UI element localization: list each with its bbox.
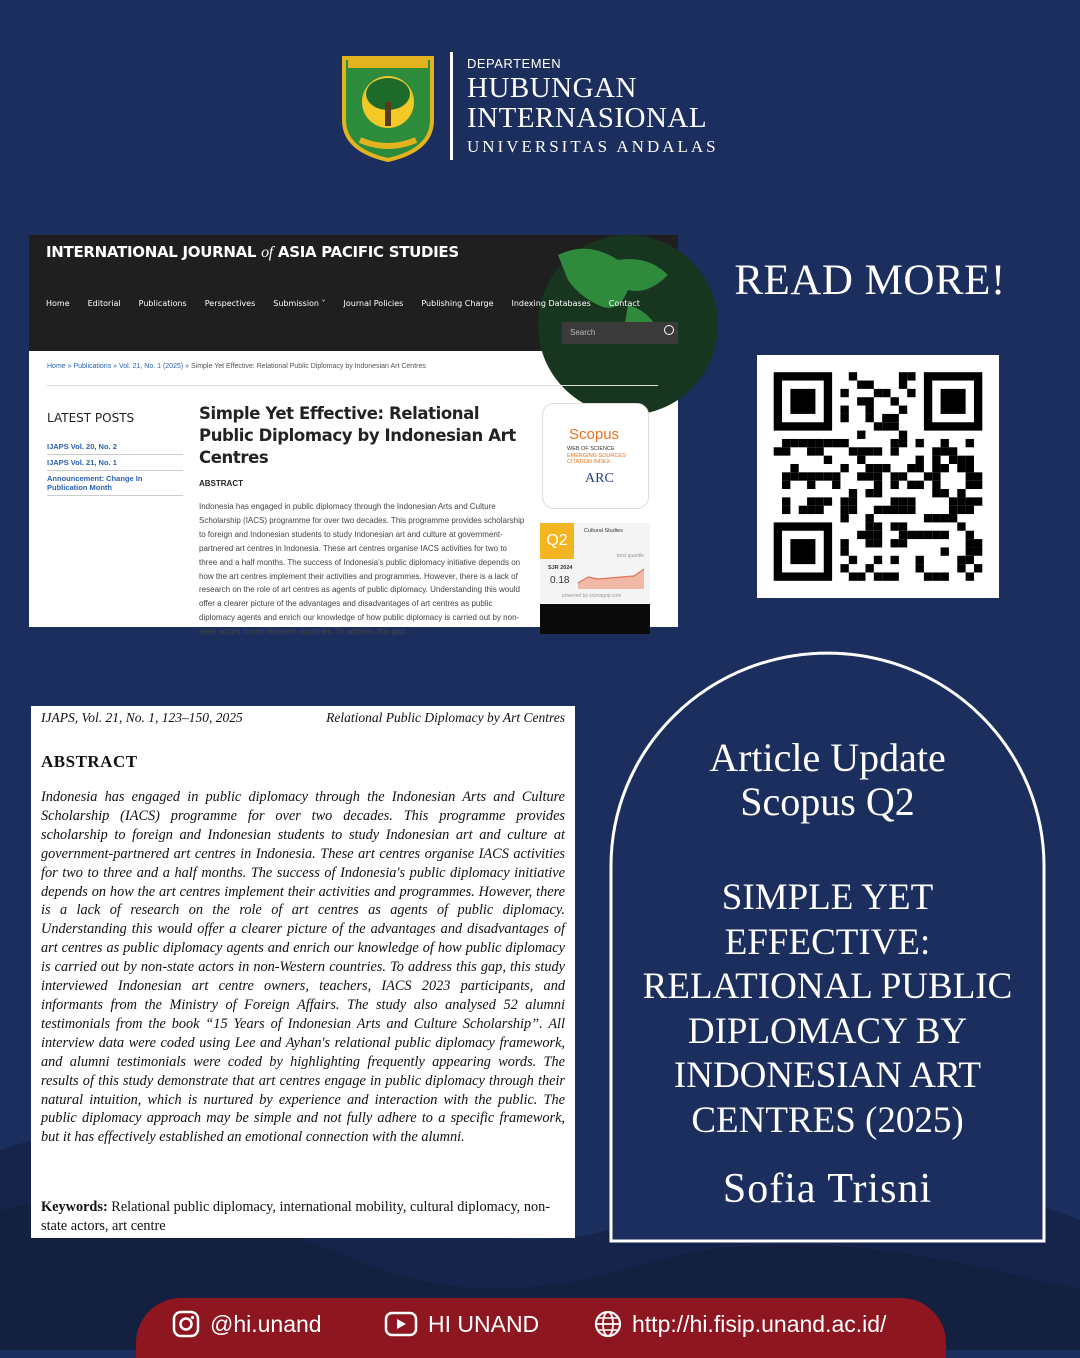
abstract-document	[31, 706, 575, 1238]
divider	[47, 385, 658, 386]
article-content	[199, 403, 525, 639]
instagram-icon	[172, 1310, 200, 1338]
article-update-label: Article Update Scopus Q2	[709, 735, 946, 824]
university-emblem	[340, 50, 436, 162]
website-header	[29, 235, 678, 351]
latest-post-link[interactable]: IJAPS Vol. 21, No. 1	[47, 455, 183, 471]
nav-publishing-charge[interactable]: Publishing Charge	[421, 299, 494, 308]
website-nav	[46, 299, 640, 308]
search-icon[interactable]	[664, 325, 674, 335]
qr-code-graphic	[757, 355, 999, 598]
sjr-powered-by: powered by scimagojr.com	[562, 593, 622, 599]
sjr-value: 0.18	[550, 575, 570, 586]
instagram-link[interactable]: @hi.unand	[172, 1310, 322, 1338]
document-keywords: Keywords: Relational public diplomacy, international mobility, cultural diplomacy, non-state actors, art centre	[41, 1199, 551, 1234]
website-link[interactable]: http://hi.fisip.unand.ac.id/	[594, 1310, 886, 1338]
abstract-label: ABSTRACT	[199, 479, 243, 488]
header-divider	[450, 52, 453, 160]
breadcrumb: Home » Publications » Vol. 21, No. 1 (2025) » Simple Yet Effective: Relational Public Diplomacy by Indonesian Art Centres	[47, 363, 426, 370]
nav-home[interactable]: Home	[46, 299, 70, 308]
arc-logo: ARC	[585, 471, 614, 486]
nav-contact[interactable]: Contact	[608, 299, 640, 308]
footer-bar	[136, 1298, 946, 1358]
article-title: Simple Yet Effective: Relational Public Diplomacy by Indonesian Art Centres	[199, 404, 516, 467]
nav-journal-policies[interactable]: Journal Policies	[343, 299, 404, 308]
search-input[interactable]: Search	[562, 322, 678, 344]
qr-code[interactable]	[757, 355, 999, 598]
university-name: UNIVERSITAS ANDALAS	[467, 136, 719, 156]
wos-label: WEB OF SCIENCE EMERGING SOURCES CITATION INDEX	[567, 446, 626, 465]
dept-name-line2: INTERNASIONAL	[467, 101, 708, 134]
running-title: Relational Public Diplomacy by Art Centres	[326, 710, 565, 725]
nav-submission[interactable]: Submission ˅	[273, 299, 326, 308]
author-name: Sofia Trisni	[722, 1166, 933, 1212]
dept-name-line1: HUBUNGAN	[467, 71, 637, 104]
nav-editorial[interactable]: Editorial	[87, 299, 121, 308]
document-heading: ABSTRACT	[41, 752, 138, 771]
nav-publications[interactable]: Publications	[138, 299, 187, 308]
sjr-category: Cultural Studies	[584, 528, 623, 534]
latest-posts	[47, 411, 183, 496]
latest-posts-heading: LATEST POSTS	[47, 411, 135, 425]
dept-label: DEPARTEMEN	[467, 55, 562, 71]
read-more-heading: READ MORE!	[734, 257, 1006, 304]
nav-perspectives[interactable]: Perspectives	[204, 299, 256, 308]
quartile-badge: Q2	[540, 523, 574, 559]
globe-icon	[594, 1310, 622, 1338]
journal-website-screenshot	[29, 235, 678, 637]
youtube-icon	[384, 1310, 418, 1338]
widget-footer	[540, 604, 650, 634]
abstract-text: Indonesia has engaged in public diplomacy through the Indonesian Arts and Culture Scholarship (IACS) programme for over two decades. This programme provides scholarship to foreign and Indonesian students to study Indonesian art and culture at government-partnered art centres in Indonesia. These art centres organise IACS activities for two to three and a half months. The success of Indonesia's public diplomacy initiative depends on how the art centres implement their activities and programmes. However, there is a lack of research on the role of art centres as agents of public diplomacy. Understanding this would offer a clearer picture of the advantages and disadvantages of art centres as public diplomacy agents and enrich our knowledge of how public diplomacy is carried out by non-state actors in non-Western countries. To address this gap,	[199, 502, 525, 637]
sjr-sparkline	[578, 563, 646, 589]
document-header	[41, 710, 565, 726]
sjr-widget	[540, 523, 650, 603]
journal-title: INTERNATIONAL JOURNAL of ASIA PACIFIC STUDIES	[46, 243, 459, 261]
citation: IJAPS, Vol. 21, No. 1, 123–150, 2025	[41, 710, 243, 725]
article-title-panel: SIMPLE YET EFFECTIVE: RELATIONAL PUBLIC DIPLOMACY BY INDONESIAN ART CENTRES (2025)	[642, 877, 1013, 1141]
latest-post-link[interactable]: IJAPS Vol. 20, No. 2	[47, 439, 183, 455]
header	[340, 50, 719, 162]
sjr-year: SJR 2024	[548, 565, 573, 571]
indexing-badge	[542, 403, 649, 509]
document-abstract: Indonesia has engaged in public diplomacy through the Indonesian Arts and Culture Scholarship (IACS) programme for over two decades. This programme provides scholarship to foreign and Indonesian students to study Indonesian art and culture at government-partnered art centres in Indonesia. These art centres organise IACS activities for two to three and a half months. The success of Indonesia's public diplomacy initiative depends on how the art centres implement their activities and programmes. However, there is a lack of research on the role of art centres as agents of public diplomacy. Understanding this would offer a clearer picture of the advantages and disadvantages of art centres as public diplomacy agents and enrich our knowledge of how public diplomacy is carried out by non-state actors in non-Western countries. To address this gap, this study interviewed Indonesian art centre owners, teachers, IACS 2023 participants, and informants from the Ministry of Foreign Affairs. The study also analysed 52 alumni testimonials from the book “15 Years of Indonesian Arts and Culture Scholarship”. All interview data were coded using Lee and Ayhan's relational public diplomacy framework, and alumni testimonials were coded by highlighting frequently appearing words. The results of this study demonstrate that art centres engage in public diplomacy through their natural intuition, which is nurtured by experience and interaction with the public. The public diplomacy approach may be simple and not fully adhere to a specific framework, but it has effectively established an emotional connection with the alumni.	[41, 789, 565, 1146]
youtube-link[interactable]: HI UNAND	[384, 1310, 539, 1338]
nav-indexing-databases[interactable]: Indexing Databases	[511, 299, 591, 308]
scopus-logo: Scopus	[569, 426, 620, 443]
sjr-best-quartile: best quartile	[616, 553, 644, 559]
latest-post-link[interactable]: Announcement: Change In Publication Month	[47, 471, 183, 496]
